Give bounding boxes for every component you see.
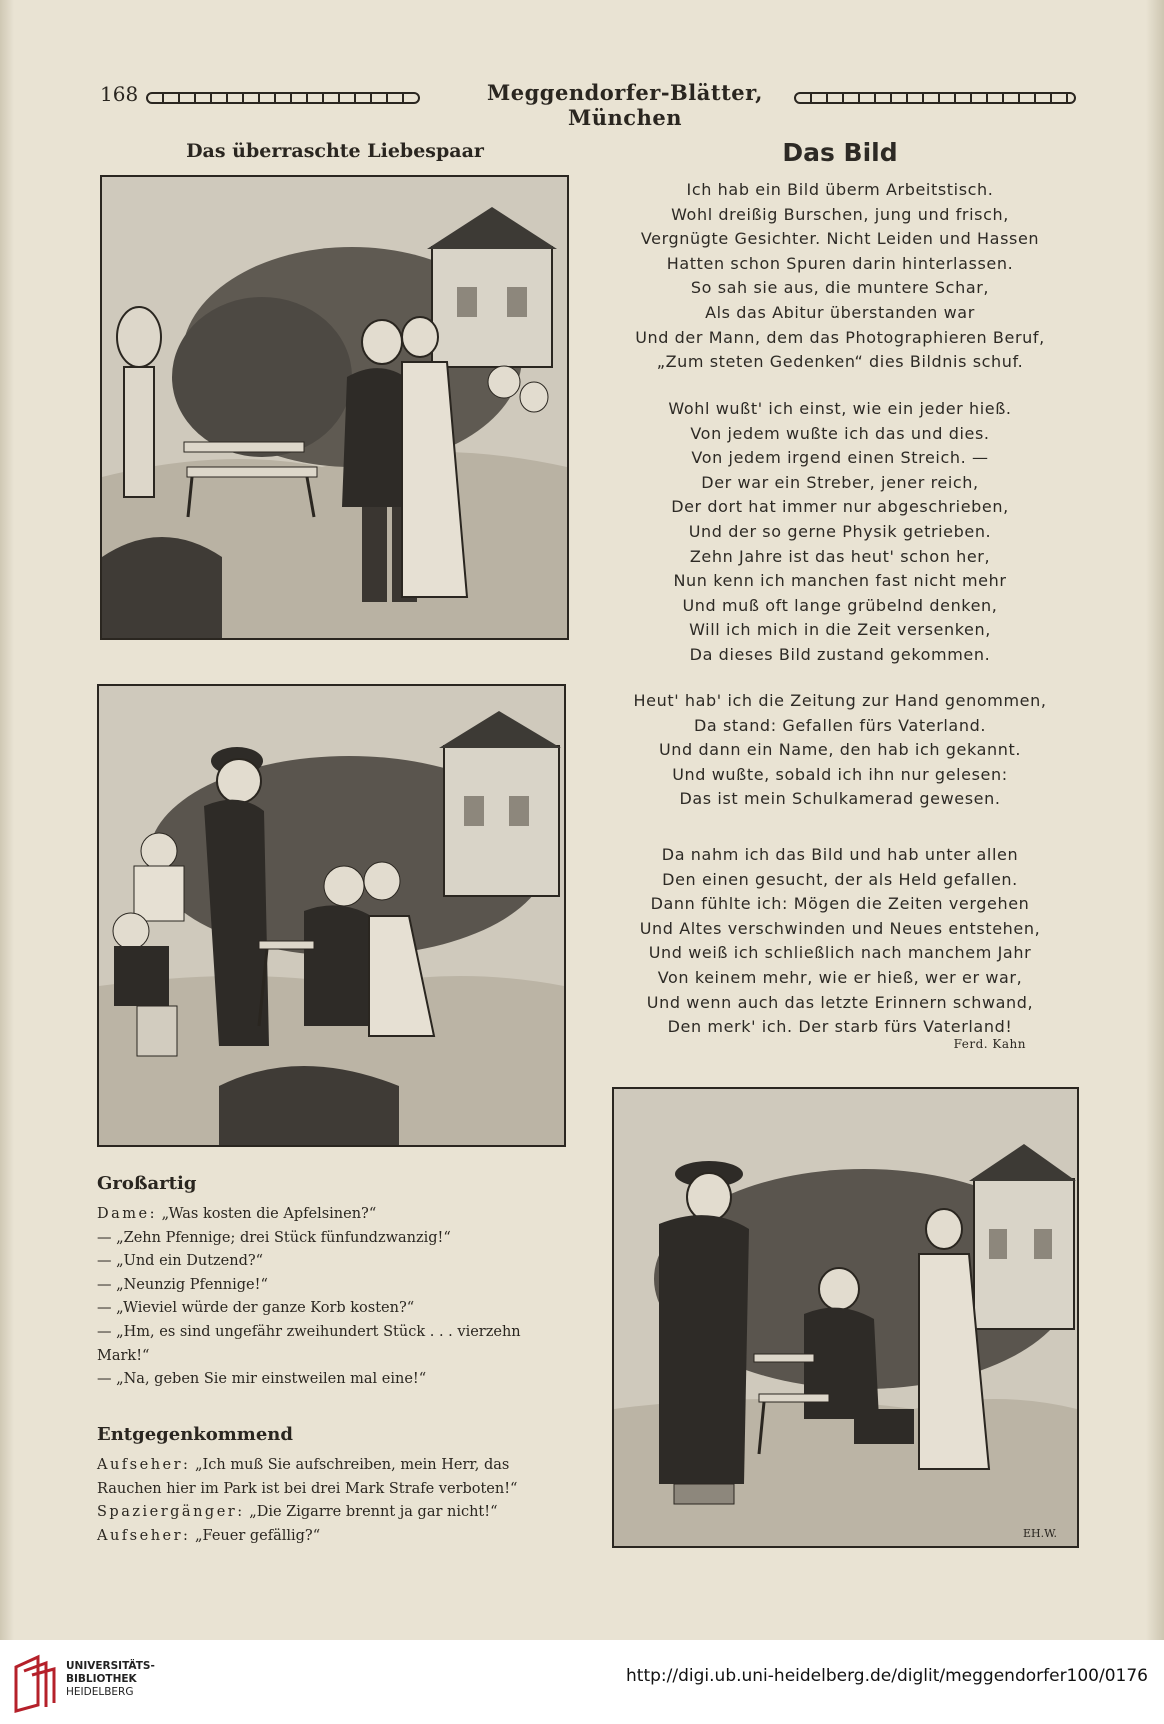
- poem-stanza-2: [605, 397, 1075, 668]
- poem-line: Da nahm ich das Bild und hab unter allen: [661, 845, 1019, 864]
- joke-line: — „Na, geben Sie mir einstweilen mal eine!“: [97, 1371, 427, 1388]
- page-edge-right: [1146, 0, 1164, 1640]
- poem-stanza-1: [605, 178, 1075, 375]
- joke-line: Dame: „Was kosten die Apfelsinen?“: [97, 1206, 377, 1222]
- poem-line: Und weiß ich schließlich nach manchem Jahr: [648, 943, 1032, 963]
- poem-stanza-3: [605, 689, 1075, 812]
- poem-stanza-4: [605, 843, 1075, 1040]
- poem-line: Der dort hat immer nur abgeschrieben,: [671, 497, 1009, 517]
- institution-name: UNIVERSITÄTS- BIBLIOTHEK HEIDELBERG: [66, 1660, 155, 1698]
- page-header: [100, 80, 1080, 130]
- poem-line: Und wußte, sobald ich ihn nur gelesen:: [672, 764, 1008, 784]
- joke-line: Spaziergänger: „Die Zigarre brennt ja gar nicht!“: [97, 1504, 498, 1521]
- joke-line: — „Neunzig Pfennige!“: [97, 1276, 268, 1293]
- cartoon-panel-2: [97, 684, 566, 1147]
- journal-title: Meggendorfer-Blätter, München: [487, 80, 763, 130]
- cartoon-panel-2-illustration: [99, 686, 564, 1145]
- poem-line: Da stand: Gefallen fürs Vaterland.: [693, 715, 987, 735]
- joke-line: — „Hm, es sind ungefähr zweihundert Stück . . . vierzehn: [97, 1323, 521, 1340]
- joke-1-text: [97, 1203, 567, 1392]
- poem-line: Nun kenn ich manchen fast nicht mehr: [673, 571, 1007, 591]
- joke-line: Mark!“: [97, 1347, 150, 1364]
- joke-speaker: Dame:: [97, 1206, 157, 1222]
- cartoon-panel-3: [612, 1087, 1079, 1548]
- poem-line: Vergnügte Gesichter. Nicht Leiden und Hassen: [640, 229, 1040, 249]
- poem-author: Ferd. Kahn: [953, 1037, 1026, 1051]
- poem-line: Will ich mich in die Zeit versenken,: [689, 620, 991, 640]
- poem-line: Den einen gesucht, der als Held gefallen.: [662, 869, 1018, 889]
- poem-line: Und muß oft lange grübelnd denken,: [682, 595, 998, 615]
- cartoon-panel-1: [100, 175, 569, 640]
- poem-line: Von jedem irgend einen Streich. —: [691, 448, 989, 468]
- joke-speaker: Aufseher:: [97, 1527, 191, 1544]
- joke-line: Rauchen hier im Park ist bei drei Mark Strafe verboten!“: [97, 1480, 518, 1497]
- joke-speaker: Spaziergänger:: [97, 1504, 245, 1521]
- chain-ornament-right: [794, 92, 1076, 104]
- footer-bar: [0, 1640, 1164, 1724]
- poem-line: Das ist mein Schulkamerad gewesen.: [679, 789, 1001, 809]
- poem-line: Hatten schon Spuren darin hinterlassen.: [666, 253, 1014, 273]
- poem-line: Von keinem mehr, wie er hieß, wer er war,: [657, 967, 1023, 987]
- poem-line: Ich hab ein Bild überm Arbeitstisch.: [686, 180, 994, 199]
- poem-line: Und Altes verschwinden und Neues entstehen,: [639, 918, 1041, 938]
- poem-line: Wohl wußt' ich einst, wie ein jeder hieß.: [668, 399, 1012, 418]
- joke-2-title: Entgegenkommend: [97, 1424, 293, 1445]
- poem-line: Von jedem wußte ich das und dies.: [690, 423, 990, 443]
- source-url-link[interactable]: http://digi.ub.uni-heidelberg.de/diglit/meggendorfer100/0176: [626, 1666, 1148, 1686]
- poem-line: Heut' hab' ich die Zeitung zur Hand genommen,: [633, 691, 1047, 710]
- university-logo-icon: [12, 1653, 58, 1713]
- page-number: 168: [100, 82, 139, 106]
- joke-line: — „Zehn Pfennige; drei Stück fünfundzwanzig!“: [97, 1229, 451, 1246]
- poem-line: Dann fühlte ich: Mögen die Zeiten vergehen: [650, 894, 1030, 914]
- joke-line: — „Und ein Dutzend?“: [97, 1253, 264, 1270]
- poem-line: Und dann ein Name, den hab ich gekannt.: [658, 740, 1022, 760]
- poem-line: Und wenn auch das letzte Erinnern schwand,: [646, 992, 1034, 1012]
- joke-speaker: Aufseher:: [97, 1457, 191, 1473]
- poem-line: Als das Abitur überstanden war: [705, 302, 975, 322]
- poem-line: Den merk' ich. Der starb fürs Vaterland!: [667, 1017, 1013, 1037]
- poem-line: Da dieses Bild zustand gekommen.: [689, 644, 991, 664]
- cartoon-panel-3-illustration: [614, 1089, 1077, 1546]
- joke-1-title: Großartig: [97, 1173, 197, 1194]
- poem-line: Wohl dreißig Burschen, jung und frisch,: [671, 204, 1009, 224]
- page-edge-left: [0, 0, 14, 1640]
- poem-line: Der war ein Streber, jener reich,: [701, 472, 979, 492]
- joke-line: Aufseher: „Feuer gefällig?“: [97, 1527, 321, 1544]
- joke-line: — „Wieviel würde der ganze Korb kosten?“: [97, 1300, 415, 1317]
- poem-title: Das Bild: [782, 138, 898, 167]
- poem-line: Und der Mann, dem das Photographieren Beruf,: [635, 327, 1045, 347]
- cartoon-panel-1-illustration: [102, 177, 567, 638]
- cartoon-title: Das überraschte Liebespaar: [186, 140, 484, 162]
- poem-line: Zehn Jahre ist das heut' schon her,: [689, 546, 991, 566]
- poem-line: So sah sie aus, die muntere Schar,: [690, 278, 990, 298]
- joke-2-text: [97, 1454, 567, 1548]
- poem-line: Und der so gerne Physik getrieben.: [688, 521, 992, 541]
- poem-line: „Zum steten Gedenken“ dies Bildnis schuf.: [656, 352, 1024, 372]
- artist-signature: EH.W.: [1023, 1527, 1057, 1540]
- joke-line: Aufseher: „Ich muß Sie aufschreiben, mein Herr, das: [97, 1457, 510, 1473]
- chain-ornament-left: [146, 92, 420, 104]
